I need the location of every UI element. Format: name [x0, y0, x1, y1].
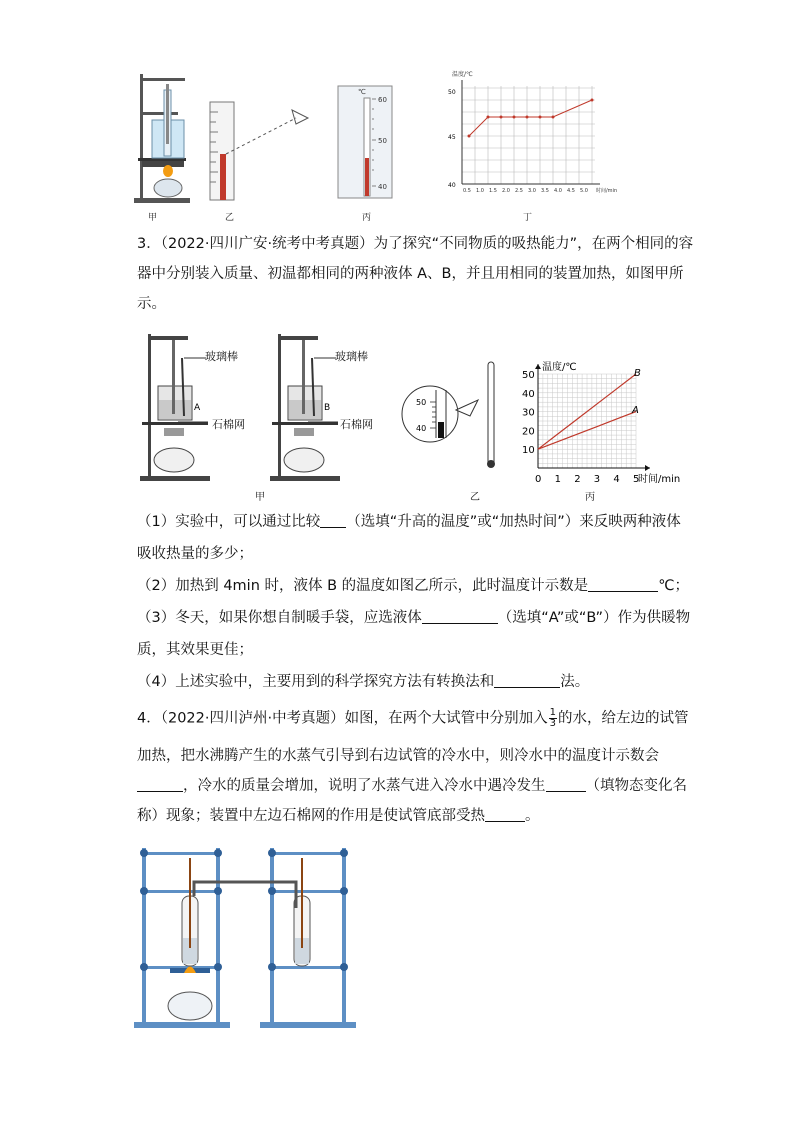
stand-ring-arm [140, 112, 178, 115]
q3-sub2-line [137, 576, 689, 596]
full-thermometer [488, 362, 494, 466]
right-stand-rod-1 [270, 848, 274, 1024]
right-stand-base [260, 1022, 356, 1028]
q3-sub2-text-a: （2）加热到 4min 时，液体 B 的温度如图乙所示，此时温度计示数是 [137, 578, 589, 594]
x-tick-label: 3 [593, 474, 601, 485]
small-xtick-8: 4.5 [567, 188, 575, 194]
x-tick-label: 5 [633, 474, 640, 485]
right-stand-rod-2 [342, 848, 346, 1024]
flame-icon [163, 165, 173, 177]
q4-blank-2[interactable] [546, 777, 586, 792]
small-xtick-9: 5.0 [580, 188, 588, 194]
figure-label-jia: 甲 [148, 213, 158, 223]
magnified-tick-50: 50 [416, 398, 427, 407]
left-stand-base [134, 1022, 230, 1028]
apparatus-a-figure [138, 328, 258, 486]
figure-label-yi: 乙 [225, 213, 235, 223]
liquid-b-label: B [324, 403, 331, 413]
q3-sub2-blank[interactable] [588, 577, 658, 592]
steam-delivery-tube [194, 882, 296, 908]
thermo-tick-60: 60 [378, 96, 387, 104]
stand-clamp-arm [140, 78, 185, 81]
small-ytick-50: 50 [448, 89, 456, 96]
small-xtick-6: 3.5 [541, 188, 549, 194]
q4-line-3 [137, 776, 687, 796]
small-xtick-4: 2.5 [515, 188, 523, 194]
q4-line-2: 加热，把水沸腾产生的水蒸气引导到右边试管的冷水中，则冷水中的温度计示数会 [137, 748, 659, 764]
q4-text-1b: 的水，给左边的试管 [557, 710, 689, 727]
steam-apparatus-figure [132, 838, 362, 1032]
alcohol-lamp [154, 179, 182, 197]
q4-text-4b: 。 [525, 808, 540, 824]
y-axis-label: 温度/℃ [542, 362, 577, 373]
asbestos-label-a: 石棉网 [212, 418, 245, 431]
q3-sub3-line-1 [137, 608, 690, 628]
q3-sub1-text-a: （1）实验中，可以通过比较 [137, 514, 321, 530]
q3-figure-caption-jia: 甲 [255, 492, 265, 503]
stand-rod-a [148, 334, 151, 476]
y-tick-label: 30 [522, 407, 535, 419]
sight-line [226, 118, 296, 154]
q4-line-4 [137, 806, 540, 826]
fraction-denominator: 3 [549, 718, 556, 729]
q4-blank-3[interactable] [485, 807, 525, 822]
small-temp-graph [430, 66, 630, 206]
series-label-B: B [634, 368, 641, 379]
q3-sub1-line-1 [137, 512, 681, 532]
q3-sub1-text-b: （选填“升高的温度”或“加热时间”）来反映两种液体 [346, 514, 681, 530]
q3-figure-caption-yi: 乙 [470, 492, 480, 503]
thermo-tick-50: 50 [378, 137, 387, 145]
stand-base [134, 198, 190, 203]
q4-line-1 [137, 708, 688, 729]
alcohol-lamp-a [154, 448, 194, 472]
stand-base-a [140, 476, 210, 481]
flame-support-a [164, 428, 184, 436]
one-third-fraction [549, 708, 557, 729]
thermometer [166, 84, 169, 144]
small-xtick-7: 4.0 [554, 188, 562, 194]
q3-sub4-line [137, 672, 589, 692]
reading-thermometer-figure [200, 96, 322, 206]
q4-text-3b: ，冷水的质量会增加，说明了水蒸气进入冷水中遇冷发生 [183, 778, 546, 794]
glass-rod-label-b: 玻璃棒 [335, 350, 368, 363]
x-tick-label: 4 [613, 474, 620, 485]
x-axis-label: 时间/min [638, 474, 681, 485]
q3-intro-line-2: 器中分别装入质量、初温都相同的两种液体 A、B，并且用相同的装置加热，如图甲所 [137, 266, 684, 282]
magnified-tick-40: 40 [416, 424, 427, 433]
figure-label-ding: 丁 [523, 213, 533, 223]
fraction-numerator: 1 [549, 707, 556, 718]
q3-sub4-text-a: （4）上述实验中，主要用到的科学探究方法有转换法和 [137, 674, 495, 690]
q3-sub2-text-b: ℃； [658, 578, 689, 594]
right-thermometer [301, 858, 303, 948]
glass-rod-label-a: 玻璃棒 [205, 350, 238, 363]
q4-text-1a: 4．（2022·四川泸州·中考真题）如图，在两个大试管中分别加入 [137, 710, 548, 727]
x-tick-label: 0 [535, 474, 542, 485]
callout-pointer [456, 400, 478, 416]
mercury-column [220, 154, 226, 200]
left-stand-rod-1 [142, 848, 146, 1024]
q3-sub4-text-b: 法。 [560, 674, 590, 690]
small-graph-ylabel: 温度/℃ [452, 71, 473, 78]
stand-base-b [270, 476, 340, 481]
q3-intro-line-1: 3．（2022·四川广安·统考中考真题）为了探究“不同物质的吸热能力”，在两个相同的容 [137, 236, 694, 252]
left-top-bar [144, 852, 218, 855]
thermometer-b [302, 340, 305, 414]
thermometer-a [172, 340, 175, 414]
liquid-a-label: A [194, 403, 201, 413]
apparatus-b-figure [268, 328, 388, 486]
series-label-A: A [632, 405, 639, 417]
q3-sub1-blank[interactable] [320, 513, 346, 528]
wire-gauze [142, 161, 184, 167]
apparatus-jia-figure [128, 70, 198, 210]
eye-icon [292, 110, 308, 124]
q3-sub4-blank[interactable] [494, 673, 560, 688]
right-low-bar [272, 966, 344, 969]
q4-blank-1[interactable] [137, 777, 183, 792]
y-axis-arrow-icon [535, 364, 541, 369]
q3-sub3-line-2: 质，其效果更佳； [137, 642, 253, 658]
asbestos-label-b: 石棉网 [340, 418, 373, 431]
stand-rod [140, 74, 143, 198]
q3-figure-caption-bing: 丙 [585, 492, 595, 503]
figure-label-bing: 丙 [362, 213, 372, 223]
magnifier-circle [402, 386, 458, 442]
q3-sub1-line-2: 吸收热量的多少； [137, 546, 253, 562]
right-top-bar [272, 852, 344, 855]
small-graph-grid [462, 86, 595, 184]
q3-intro-line-3: 示。 [137, 296, 166, 312]
small-ytick-40: 40 [448, 182, 456, 189]
left-thermometer [189, 858, 191, 948]
q4-text-3c: （填物态变化名 [585, 778, 687, 794]
flame-support-b [294, 428, 314, 436]
y-tick-label: 10 [522, 445, 535, 457]
clamp-arm-b [278, 336, 318, 340]
x-tick-label: 1 [554, 474, 561, 485]
q3-sub3-text-b: （选填“A”或“B”）作为供暖物 [497, 610, 691, 626]
thermometer-bing-figure [336, 84, 396, 202]
thermo-tick-40: 40 [378, 183, 387, 191]
x-axis-arrow-icon [645, 465, 650, 471]
right-mid-bar [272, 890, 344, 893]
y-tick-label: 50 [522, 370, 535, 381]
left-mid-bar [144, 890, 218, 893]
left-alcohol-lamp [168, 992, 212, 1020]
x-tick-label: 2 [574, 474, 581, 485]
thermometer-bulb [487, 460, 495, 468]
small-xtick-3: 2.0 [502, 188, 510, 194]
stand-rod-b [278, 334, 281, 476]
left-stand-rod-2 [216, 848, 220, 1024]
q3-sub3-text-a: （3）冬天，如果你想自制暖手袋，应选液体 [137, 610, 422, 626]
small-xtick-1: 1.0 [476, 188, 484, 194]
thermometer-unit: ℃ [358, 88, 366, 96]
small-ytick-45: 45 [448, 134, 456, 141]
temp-time-chart [508, 360, 688, 486]
clamp-arm-a [148, 336, 188, 340]
alcohol-lamp-b [284, 448, 324, 472]
q4-text-4a: 称）现象；装置中左边石棉网的作用是使试管底部受热 [137, 808, 485, 824]
small-graph-xlabel: 时间/min [596, 188, 618, 194]
y-tick-label: 20 [522, 426, 535, 438]
y-tick-label: 40 [522, 388, 535, 400]
q3-sub3-blank[interactable] [422, 609, 498, 624]
small-xtick-5: 3.0 [528, 188, 536, 194]
small-xtick-0: 0.5 [463, 188, 471, 194]
liquid-column [365, 158, 369, 196]
small-xtick-2: 1.5 [489, 188, 497, 194]
magnified-thermometer-figure [400, 356, 510, 472]
mercury-level [438, 422, 444, 438]
